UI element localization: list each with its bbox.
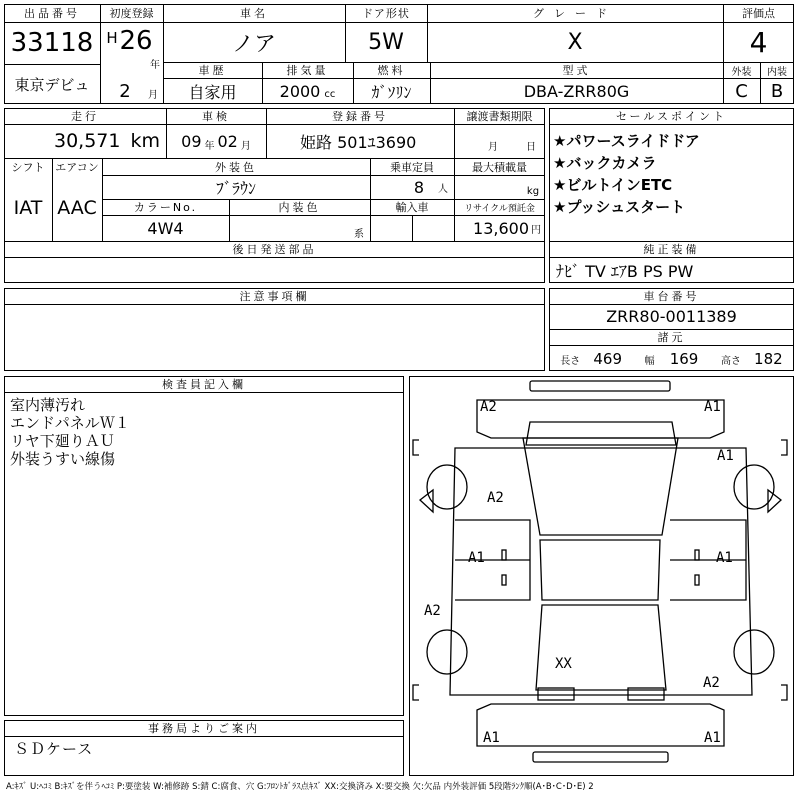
model-label: 型式: [562, 64, 591, 77]
sales-point-item: ★バックカメラ: [553, 154, 657, 172]
inspection-month: 02: [217, 131, 238, 151]
height-label: 高さ: [720, 355, 741, 367]
inspector-label: 検査員記入欄: [162, 378, 246, 391]
capacity-label: 乗車定員: [390, 160, 434, 174]
sales-point-item: ★プッシュスタート: [553, 198, 686, 216]
ac-label: エアコン: [55, 160, 99, 174]
interior-grade: B: [770, 80, 784, 102]
recycle-label: リサイクル預託金: [464, 203, 535, 214]
score-label: 評価点: [742, 7, 775, 20]
interior-color-label: 内装色: [278, 201, 321, 214]
car-name-label: 車名: [240, 7, 268, 20]
damage-mark: XX: [555, 656, 572, 672]
overall-score: 4: [749, 25, 768, 59]
door-type: 5W: [368, 29, 404, 55]
shift-label: シフト: [11, 160, 45, 174]
interior-color-suffix: 系: [354, 228, 364, 240]
first-registration-label: 初度登録: [109, 7, 154, 20]
lot-number: 33118: [10, 28, 94, 58]
later-parts-label: 後日発送部品: [232, 243, 317, 256]
inspection-label: 車検: [202, 110, 230, 123]
damage-mark: A2: [487, 490, 504, 506]
damage-mark: A1: [483, 730, 500, 746]
year-unit: 年: [150, 59, 160, 71]
sales-point-item: ★パワースライドドア: [553, 132, 700, 150]
inspector-note-line: 室内薄汚れ: [10, 396, 86, 414]
damage-mark: A1: [704, 399, 721, 415]
notes-label: 注意事項欄: [239, 290, 310, 303]
ac-type: AAC: [57, 197, 97, 219]
specs-label: 諸元: [657, 331, 686, 344]
color-number: 4W4: [147, 218, 184, 238]
lot-number-label: 出品番号: [24, 7, 80, 20]
history: 自家用: [188, 82, 237, 102]
max-load-label: 最大積載量: [472, 160, 527, 174]
month-unit: 月: [148, 89, 158, 101]
grade: X: [567, 29, 583, 55]
history-label: 車歴: [198, 64, 227, 77]
fuel-label: 燃料: [377, 64, 406, 77]
venue: 東京デビュ: [14, 75, 90, 94]
width-label: 幅: [644, 355, 655, 367]
inspection-year-unit: 年: [204, 140, 215, 152]
office-label: 事務局よりご案内: [148, 722, 260, 735]
equipment: ﾅﾋﾞ TV ｴｱB PS PW: [556, 261, 694, 281]
exterior-color-label: 外装色: [215, 160, 257, 174]
car-name: ノア: [231, 31, 276, 57]
displacement-label: 排気量: [286, 64, 329, 77]
inspection-month-unit: 月: [240, 140, 251, 152]
length-label: 長さ: [560, 355, 581, 367]
damage-mark: A1: [468, 550, 485, 566]
office-note: ＳＤケース: [14, 739, 94, 758]
max-load-unit: kg: [526, 185, 540, 197]
exterior-grade: C: [735, 80, 748, 102]
inspector-note-line: 外装うすい線傷: [10, 450, 116, 468]
exterior-color: ﾌﾞﾗｳﾝ: [215, 178, 256, 198]
legend: A:ｷｽﾞ U:ﾍｺﾐ B:ｷｽﾞを伴うﾍｺﾐ P:要塗装 W:補修跡 S:錆 C:腐食、穴 G:ﾌﾛﾝﾄｶﾞﾗｽ点ｷｽﾞ XX:交換済み X:要交換 欠:欠品 内外装評価 5段階ﾗﾝｸ順(A･B･C･D･E) 2: [6, 782, 594, 792]
chassis-number: ZRR80-0011389: [606, 307, 737, 326]
damage-mark: A1: [716, 550, 733, 566]
inspector-note-line: リヤ下廻りＡＵ: [10, 432, 115, 450]
registration-year: 26: [119, 26, 153, 56]
recycle-unit: 円: [531, 224, 541, 236]
grade-label: グレード: [533, 7, 617, 20]
capacity: 8: [413, 177, 424, 197]
transfer-month-unit: 月: [488, 141, 498, 153]
model-code: DBA-ZRR80G: [523, 81, 630, 101]
shift-type: IAT: [13, 197, 43, 219]
chassis-label: 車台番号: [643, 290, 700, 303]
plate-label: 登録番号: [332, 110, 388, 123]
width: 169: [669, 349, 699, 368]
mileage-unit: km: [130, 130, 160, 152]
inspector-note-line: エンドパネルＷ１: [10, 414, 130, 432]
displacement: 2000: [279, 81, 321, 101]
import-label: 輸入車: [395, 201, 429, 214]
era-letter: H: [106, 29, 118, 47]
color-number-label: カラーNo.: [133, 201, 198, 214]
transfer-deadline-label: 譲渡書類期限: [466, 110, 533, 123]
displacement-unit: cc: [324, 88, 336, 100]
sales-point-item: ★ビルトインETC: [553, 176, 673, 194]
length: 469: [593, 349, 623, 368]
capacity-unit: 人: [438, 183, 448, 195]
height: 182: [754, 349, 783, 368]
sales-points-label: セールスポイント: [615, 110, 727, 123]
inspection-year: 09: [181, 131, 202, 151]
interior-label: 内装: [767, 66, 787, 78]
exterior-label: 外装: [731, 66, 752, 78]
transfer-day-unit: 日: [526, 141, 536, 153]
damage-mark: A2: [480, 399, 497, 415]
mileage-label: 走行: [71, 110, 99, 123]
door-type-label: ドア形状: [362, 7, 410, 20]
mileage: 30,571: [54, 130, 121, 152]
damage-mark: A1: [717, 448, 734, 464]
plate-number: 姫路 501ﾕ3690: [300, 132, 417, 152]
damage-mark: A2: [424, 603, 441, 619]
registration-month: 2: [119, 80, 131, 102]
damage-mark: A2: [703, 675, 720, 691]
fuel: ｶﾞｿﾘﾝ: [371, 82, 412, 102]
equipment-label: 純正装備: [643, 243, 700, 256]
recycle-deposit: 13,600: [473, 218, 529, 238]
damage-mark: A1: [704, 730, 721, 746]
